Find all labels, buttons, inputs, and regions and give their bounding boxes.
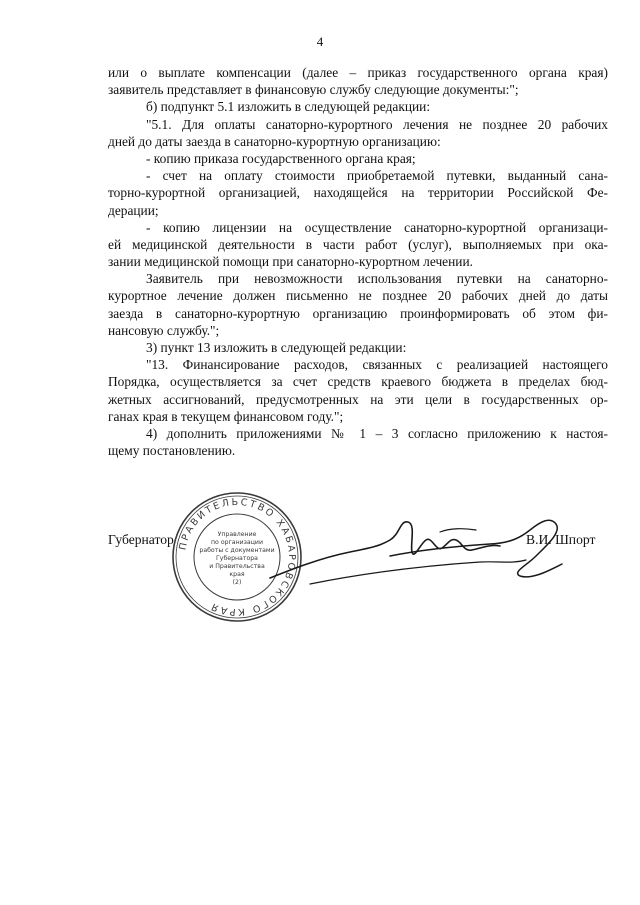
body-line: дней до даты заезда в санаторно-курортную организацию: <box>108 133 441 149</box>
document-body <box>108 64 608 459</box>
handwritten-signature-icon <box>250 500 570 600</box>
body-line: курортное лечение должен письменно не позднее 20 рабочих дней до даты <box>108 288 608 304</box>
body-line: "13. Финансирование расходов, связанных с реализацией настоящего <box>146 357 608 373</box>
body-line: заявитель представляет в финансовую службу следующие документы:"; <box>108 82 519 98</box>
body-line: щему постановлению. <box>108 443 236 459</box>
stamp-ring-text: ПРАВИТЕЛЬСТВО ХАБАРОВСКОГО КРАЯ <box>177 496 298 618</box>
body-line: заезда в санаторно-курортную организацию проинформировать об этом фи- <box>108 305 608 321</box>
governor-name: В.И. Шпорт <box>526 532 596 547</box>
page-number: 4 <box>316 34 324 49</box>
body-line: "5.1. Для оплаты санаторно-курортного лечения не позднее 20 рабочих <box>146 116 608 132</box>
body-line: ганах края в текущем финансовом году."; <box>108 408 344 424</box>
stamp-inner-line: работы с документами <box>199 547 275 554</box>
body-line: ей медицинской деятельности в части работ (услуг), выполняемых при ока- <box>108 236 608 252</box>
governor-title: Губернатор <box>108 532 174 547</box>
body-line: нансовую службу."; <box>108 322 220 338</box>
body-line: 3) пункт 13 изложить в следующей редакции: <box>146 340 407 355</box>
body-line: или о выплате компенсации (далее – приказ государственного органа края) <box>108 65 608 80</box>
body-line: 4) дополнить приложениями № 1 – 3 согласно приложению к настоя- <box>146 425 608 441</box>
signature-block <box>100 490 620 650</box>
body-line: - копию лицензии на осуществление санаторно-курортной организаци- <box>146 219 608 235</box>
body-line: зании медицинской помощи при санаторно-курортном лечении. <box>108 254 473 270</box>
body-line: - копию приказа государственного органа края; <box>146 150 416 166</box>
body-line: Порядка, осуществляется за счет средств краевого бюджета в пределах бюд- <box>108 374 608 390</box>
body-line: Заявитель при невозможности использования путевки на санаторно- <box>146 271 608 287</box>
stamp-inner-line: (2) <box>232 579 242 586</box>
stamp-inner-line: по организации <box>211 539 263 546</box>
body-line: дерации; <box>108 202 159 218</box>
body-line: - счет на оплату стоимости приобретаемой путевки, выданный сана- <box>146 168 608 184</box>
stamp-inner-line: Губернатора <box>216 555 258 562</box>
stamp-inner-line: края <box>229 571 245 578</box>
stamp-inner-line: Управление <box>217 531 257 538</box>
body-line: жетных ассигнований, предусмотренных на эти цели в государственных ор- <box>108 391 608 407</box>
body-line: б) подпункт 5.1 изложить в следующей редакции: <box>146 99 431 115</box>
body-line: торно-курортной организацией, находящейся на территории Российской Фе- <box>108 185 608 201</box>
stamp-inner-line: и Правительства <box>209 563 265 570</box>
